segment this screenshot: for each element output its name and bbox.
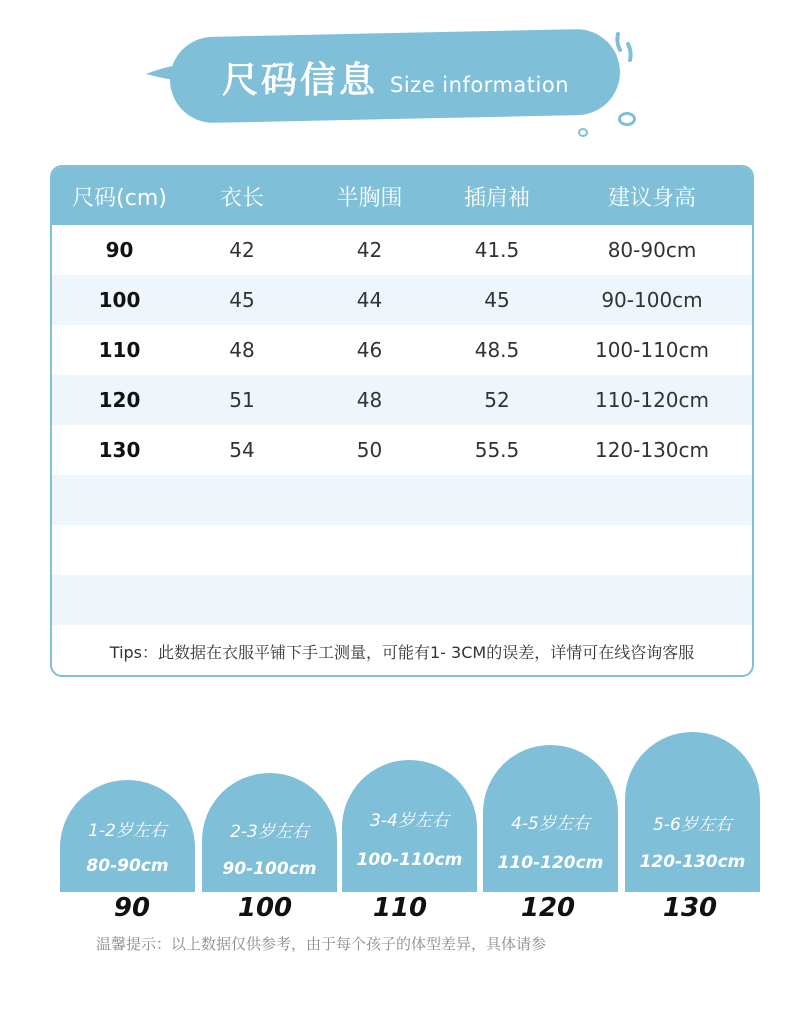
cell-size: 90	[105, 238, 134, 262]
cell-length: 48	[229, 338, 255, 362]
age-label: 1-2岁左右	[88, 821, 167, 841]
table-header	[52, 167, 752, 225]
size-label: 120	[520, 893, 576, 923]
table-row	[52, 375, 752, 425]
height-label: 120-130cm	[639, 852, 746, 872]
cell-sleeve: 52	[484, 388, 510, 412]
empty-row	[52, 575, 752, 625]
deco-spark-icon	[612, 30, 638, 66]
title-chinese: 尺码信息	[222, 60, 379, 101]
cell-length: 54	[229, 438, 255, 462]
cell-length: 45	[229, 288, 255, 312]
height-label: 90-100cm	[222, 859, 317, 879]
cell-size: 100	[98, 288, 141, 312]
cell-length: 42	[229, 238, 255, 262]
size-label: 110	[372, 893, 428, 923]
cell-height: 80-90cm	[607, 238, 697, 262]
bottom-tip: 温馨提示：以上数据仅供参考，由于每个孩子的体型差异，具体请参	[96, 935, 547, 953]
header-length: 衣长	[219, 185, 264, 211]
age-label: 2-3岁左右	[230, 822, 309, 842]
cell-sleeve: 41.5	[474, 238, 520, 262]
age-card	[202, 773, 337, 892]
cell-sleeve: 48.5	[474, 338, 520, 362]
deco-dot-icon	[578, 128, 588, 137]
age-card	[342, 760, 477, 892]
header-height: 建议身高	[607, 185, 696, 211]
cell-size: 130	[98, 438, 141, 462]
height-label: 80-90cm	[86, 856, 169, 876]
table-row	[52, 425, 752, 475]
age-label: 5-6岁左右	[653, 815, 732, 835]
deco-bubble-icon	[618, 112, 636, 126]
table-row	[52, 325, 752, 375]
cell-chest: 48	[356, 388, 383, 412]
age-card	[60, 780, 195, 892]
table-row	[52, 275, 752, 325]
age-card	[625, 732, 760, 892]
cell-height: 90-100cm	[601, 288, 703, 312]
cell-length: 51	[229, 388, 255, 412]
table-tips: Tips：此数据在衣服平铺下手工测量，可能有1- 3CM的误差，详情可在线咨询客服	[109, 643, 695, 662]
height-label: 110-120cm	[497, 853, 604, 873]
cell-height: 110-120cm	[594, 388, 710, 412]
size-label: 130	[662, 893, 718, 923]
empty-row	[52, 525, 752, 575]
cell-chest: 44	[356, 288, 383, 312]
cell-sleeve: 55.5	[474, 438, 520, 462]
header-size: 尺码(cm)	[72, 185, 167, 211]
size-table	[50, 165, 754, 677]
cell-chest: 42	[356, 238, 383, 262]
size-label: 100	[237, 893, 293, 923]
cell-sleeve: 45	[484, 288, 510, 312]
table-row	[52, 225, 752, 275]
cell-chest: 50	[356, 438, 383, 462]
height-label: 100-110cm	[356, 850, 463, 870]
cell-height: 100-110cm	[594, 338, 710, 362]
cell-height: 120-130cm	[594, 438, 710, 462]
cell-size: 120	[98, 388, 141, 412]
empty-row	[52, 475, 752, 525]
age-label: 3-4岁左右	[370, 811, 449, 831]
size-label: 90	[113, 893, 151, 923]
title-english: Size information	[390, 73, 569, 97]
header-chest: 半胸围	[336, 185, 403, 211]
page-title	[222, 52, 569, 103]
header-sleeve: 插肩袖	[463, 185, 530, 211]
age-card	[483, 745, 618, 892]
age-label: 4-5岁左右	[511, 814, 590, 834]
cell-chest: 46	[356, 338, 383, 362]
cell-size: 110	[98, 338, 141, 362]
